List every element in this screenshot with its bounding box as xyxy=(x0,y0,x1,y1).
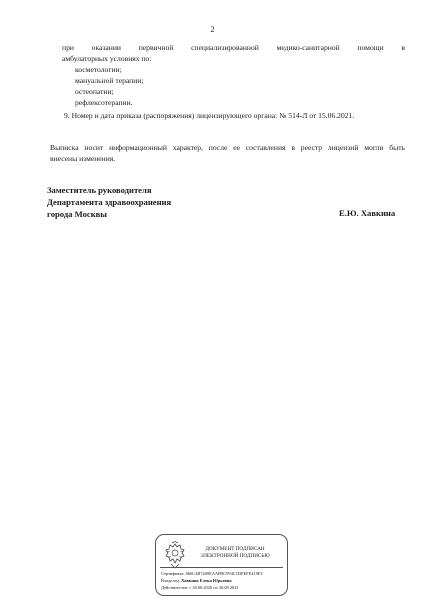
page-number: 2 xyxy=(210,25,215,34)
service-item: остеопатии; xyxy=(75,87,114,96)
owner-label: Владелец: xyxy=(161,578,180,583)
certificate-label: Сертификат: xyxy=(161,571,185,576)
signatory-position-line-3: города Москвы xyxy=(47,209,108,219)
stamp-title-line-1: ДОКУМЕНТ ПОДПИСАН xyxy=(205,546,265,552)
stamp-owner xyxy=(161,578,232,583)
electronic-signature-stamp xyxy=(155,534,288,596)
signatory-name: Е.Ю. Хавкина xyxy=(339,208,396,218)
service-item: рефлексотерапии. xyxy=(75,98,133,107)
item-text-line-1: при оказании первичной специализированной медико-санитарной помощи в xyxy=(62,43,405,52)
validity-value: с 30.06.2020 по 30.09.2021 xyxy=(189,585,239,590)
certificate-value: 066C4B7400EAAB9C994C1DFEFE419F2 xyxy=(185,571,263,576)
notice-line-1: Выписка носит информационный характер, после ее составления в реестр лицензий могли быть xyxy=(50,143,405,152)
service-item: мануальной терапии; xyxy=(75,76,144,85)
item-9-order: 9. Номер и дата приказа (распоряжения) лицензирующего органа: № 514-Л от 15.06.2021. xyxy=(64,111,355,120)
stamp-certificate xyxy=(161,571,263,576)
signatory-position-line-2: Департамента здравоохранения xyxy=(47,197,172,207)
stamp-title-line-2: ЭЛЕКТРОННОЙ ПОДПИСЬЮ xyxy=(200,553,270,559)
validity-label: Действителен: xyxy=(161,585,189,590)
coat-of-arms-emblem xyxy=(162,541,188,569)
signatory-position-line-1: Заместитель руководителя xyxy=(47,185,152,195)
item-text-line-2: амбулаторных условиях по: xyxy=(62,54,152,63)
owner-value: Хавкина Елена Юрьевна xyxy=(181,578,232,583)
stamp-divider xyxy=(160,567,283,568)
service-item: косметологии; xyxy=(75,65,122,74)
stamp-validity xyxy=(161,585,239,590)
notice-line-2: внесены изменения. xyxy=(50,154,116,163)
